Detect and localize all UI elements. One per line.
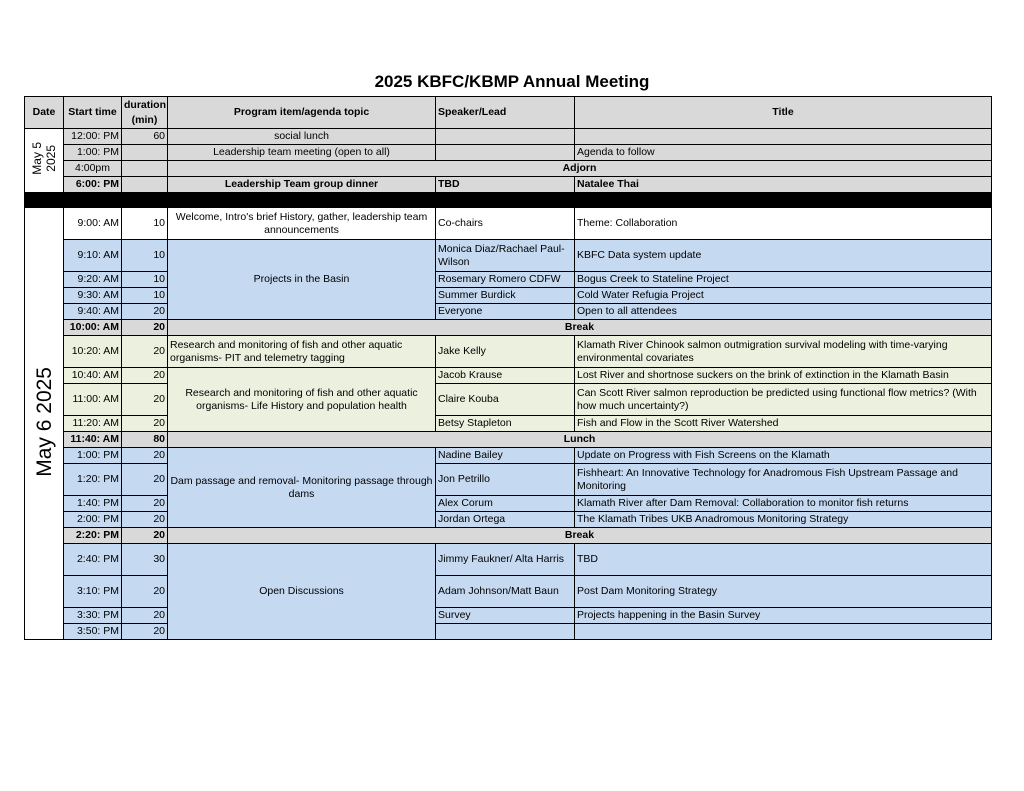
duration: 20	[122, 416, 168, 432]
talk-title: Lost River and shortnose suckers on the brink of extinction in the Klamath Basin	[575, 368, 992, 384]
duration: 20	[122, 624, 168, 640]
speaker	[436, 624, 575, 640]
table-row	[25, 432, 992, 448]
speaker: Alex Corum	[436, 496, 575, 512]
speaker: Everyone	[436, 304, 575, 320]
talk-title: Klamath River after Dam Removal: Collaboration to monitor fish returns	[575, 496, 992, 512]
duration: 20	[122, 336, 168, 368]
table-row	[25, 177, 992, 193]
speaker: Co-chairs	[436, 208, 575, 240]
table-row	[25, 336, 992, 368]
speaker: Betsy Stapleton	[436, 416, 575, 432]
speaker: Jordan Ortega	[436, 512, 575, 528]
header-program: Program item/agenda topic	[168, 97, 436, 129]
start-time: 3:10: PM	[64, 576, 122, 608]
program-projects: Projects in the Basin	[168, 240, 436, 320]
table-row	[25, 368, 992, 384]
program-welcome: Welcome, Intro's brief History, gather, leadership team announcements	[168, 208, 436, 240]
talk-title: KBFC Data system update	[575, 240, 992, 272]
program-research-pit: Research and monitoring of fish and other aquatic organisms- PIT and telemetry tagging	[168, 336, 436, 368]
duration: 20	[122, 528, 168, 544]
header-speaker: Speaker/Lead	[436, 97, 575, 129]
speaker: Jon Petrillo	[436, 464, 575, 496]
speaker	[436, 129, 575, 145]
talk-title: Fishheart: An Innovative Technology for Anadromous Fish Upstream Passage and Monitoring	[575, 464, 992, 496]
start-time: 11:00: AM	[64, 384, 122, 416]
duration: 20	[122, 496, 168, 512]
start-time: 9:10: AM	[64, 240, 122, 272]
date-cell-may5	[25, 129, 64, 193]
talk-title	[575, 129, 992, 145]
talk-title: Update on Progress with Fish Screens on the Klamath	[575, 448, 992, 464]
start-time: 2:00: PM	[64, 512, 122, 528]
talk-title	[575, 624, 992, 640]
start-time: 10:40: AM	[64, 368, 122, 384]
talk-title: Natalee Thai	[575, 177, 992, 193]
start-time: 1:00: PM	[64, 448, 122, 464]
talk-title: Cold Water Refugia Project	[575, 288, 992, 304]
speaker: Nadine Bailey	[436, 448, 575, 464]
start-time: 12:00: PM	[64, 129, 122, 145]
duration: 20	[122, 368, 168, 384]
duration: 20	[122, 576, 168, 608]
talk-title: Post Dam Monitoring Strategy	[575, 576, 992, 608]
duration: 20	[122, 384, 168, 416]
duration: 10	[122, 208, 168, 240]
page-title: 2025 KBFC/KBMP Annual Meeting	[374, 72, 650, 91]
talk-title: TBD	[575, 544, 992, 576]
header-start-time: Start time	[64, 97, 122, 129]
start-time: 1:40: PM	[64, 496, 122, 512]
banner-break: Break	[168, 320, 992, 336]
duration: 30	[122, 544, 168, 576]
date-cell-may6	[25, 208, 64, 640]
header-duration: duration (min)	[122, 97, 168, 129]
table-row	[25, 145, 992, 161]
talk-title: Can Scott River salmon reproduction be predicted using functional flow metrics? (With how much uncertainty?)	[575, 384, 992, 416]
header-date: Date	[25, 97, 64, 129]
start-time: 2:20: PM	[64, 528, 122, 544]
program-open-discussions: Open Discussions	[168, 544, 436, 640]
program-item: Leadership Team group dinner	[168, 177, 436, 193]
start-time: 9:20: AM	[64, 272, 122, 288]
program-item: social lunch	[168, 129, 436, 145]
header-row	[25, 97, 992, 129]
agenda-table	[24, 96, 992, 640]
duration: 80	[122, 432, 168, 448]
talk-title: Theme: Collaboration	[575, 208, 992, 240]
table-row	[25, 161, 992, 177]
talk-title: The Klamath Tribes UKB Anadromous Monitoring Strategy	[575, 512, 992, 528]
duration: 20	[122, 608, 168, 624]
speaker: Adam Johnson/Matt Baun	[436, 576, 575, 608]
table-row	[25, 320, 992, 336]
speaker: Jacob Krause	[436, 368, 575, 384]
speaker: Jimmy Faukner/ Alta Harris	[436, 544, 575, 576]
start-time: 2:40: PM	[64, 544, 122, 576]
table-row	[25, 240, 992, 272]
start-time: 11:40: AM	[64, 432, 122, 448]
duration: 20	[122, 448, 168, 464]
duration: 10	[122, 272, 168, 288]
banner-adjourn: Adjorn	[168, 161, 992, 177]
table-row	[25, 544, 992, 576]
banner-lunch: Lunch	[168, 432, 992, 448]
speaker: Monica Diaz/Rachael Paul-Wilson	[436, 240, 575, 272]
duration: 10	[122, 288, 168, 304]
speaker: Summer Burdick	[436, 288, 575, 304]
start-time: 10:00: AM	[64, 320, 122, 336]
start-time: 9:00: AM	[64, 208, 122, 240]
table-row	[25, 528, 992, 544]
start-time: 6:00: PM	[64, 177, 122, 193]
talk-title: Fish and Flow in the Scott River Watershed	[575, 416, 992, 432]
table-row	[25, 208, 992, 240]
start-time: 3:30: PM	[64, 608, 122, 624]
table-row	[25, 129, 992, 145]
talk-title: Open to all attendees	[575, 304, 992, 320]
duration: 10	[122, 240, 168, 272]
talk-title: Agenda to follow	[575, 145, 992, 161]
start-time: 9:30: AM	[64, 288, 122, 304]
speaker: TBD	[436, 177, 575, 193]
duration: 20	[122, 304, 168, 320]
program-dam-passage: Dam passage and removal- Monitoring passage through dams	[168, 448, 436, 528]
start-time: 4:00pm	[64, 161, 122, 177]
start-time: 1:20: PM	[64, 464, 122, 496]
header-title: Title	[575, 97, 992, 129]
duration	[122, 145, 168, 161]
talk-title: Klamath River Chinook salmon outmigration survival modeling with time-varying environmental covariates	[575, 336, 992, 368]
banner-break: Break	[168, 528, 992, 544]
start-time: 10:20: AM	[64, 336, 122, 368]
speaker: Rosemary Romero CDFW	[436, 272, 575, 288]
speaker: Claire Kouba	[436, 384, 575, 416]
duration: 20	[122, 320, 168, 336]
start-time: 1:00: PM	[64, 145, 122, 161]
table-row	[25, 448, 992, 464]
date-label: May 5 2025	[30, 142, 58, 175]
duration: 20	[122, 464, 168, 496]
start-time: 11:20: AM	[64, 416, 122, 432]
speaker: Jake Kelly	[436, 336, 575, 368]
duration	[122, 177, 168, 193]
talk-title: Bogus Creek to Stateline Project	[575, 272, 992, 288]
speaker: Survey	[436, 608, 575, 624]
start-time: 3:50: PM	[64, 624, 122, 640]
speaker	[436, 145, 575, 161]
program-research-life-history: Research and monitoring of fish and other aquatic organisms- Life History and population health	[168, 368, 436, 432]
start-time: 9:40: AM	[64, 304, 122, 320]
duration: 20	[122, 512, 168, 528]
talk-title: Projects happening in the Basin Survey	[575, 608, 992, 624]
day-separator	[25, 193, 992, 208]
duration: 60	[122, 129, 168, 145]
date-label: May 6 2025	[32, 366, 56, 477]
program-item: Leadership team meeting (open to all)	[168, 145, 436, 161]
